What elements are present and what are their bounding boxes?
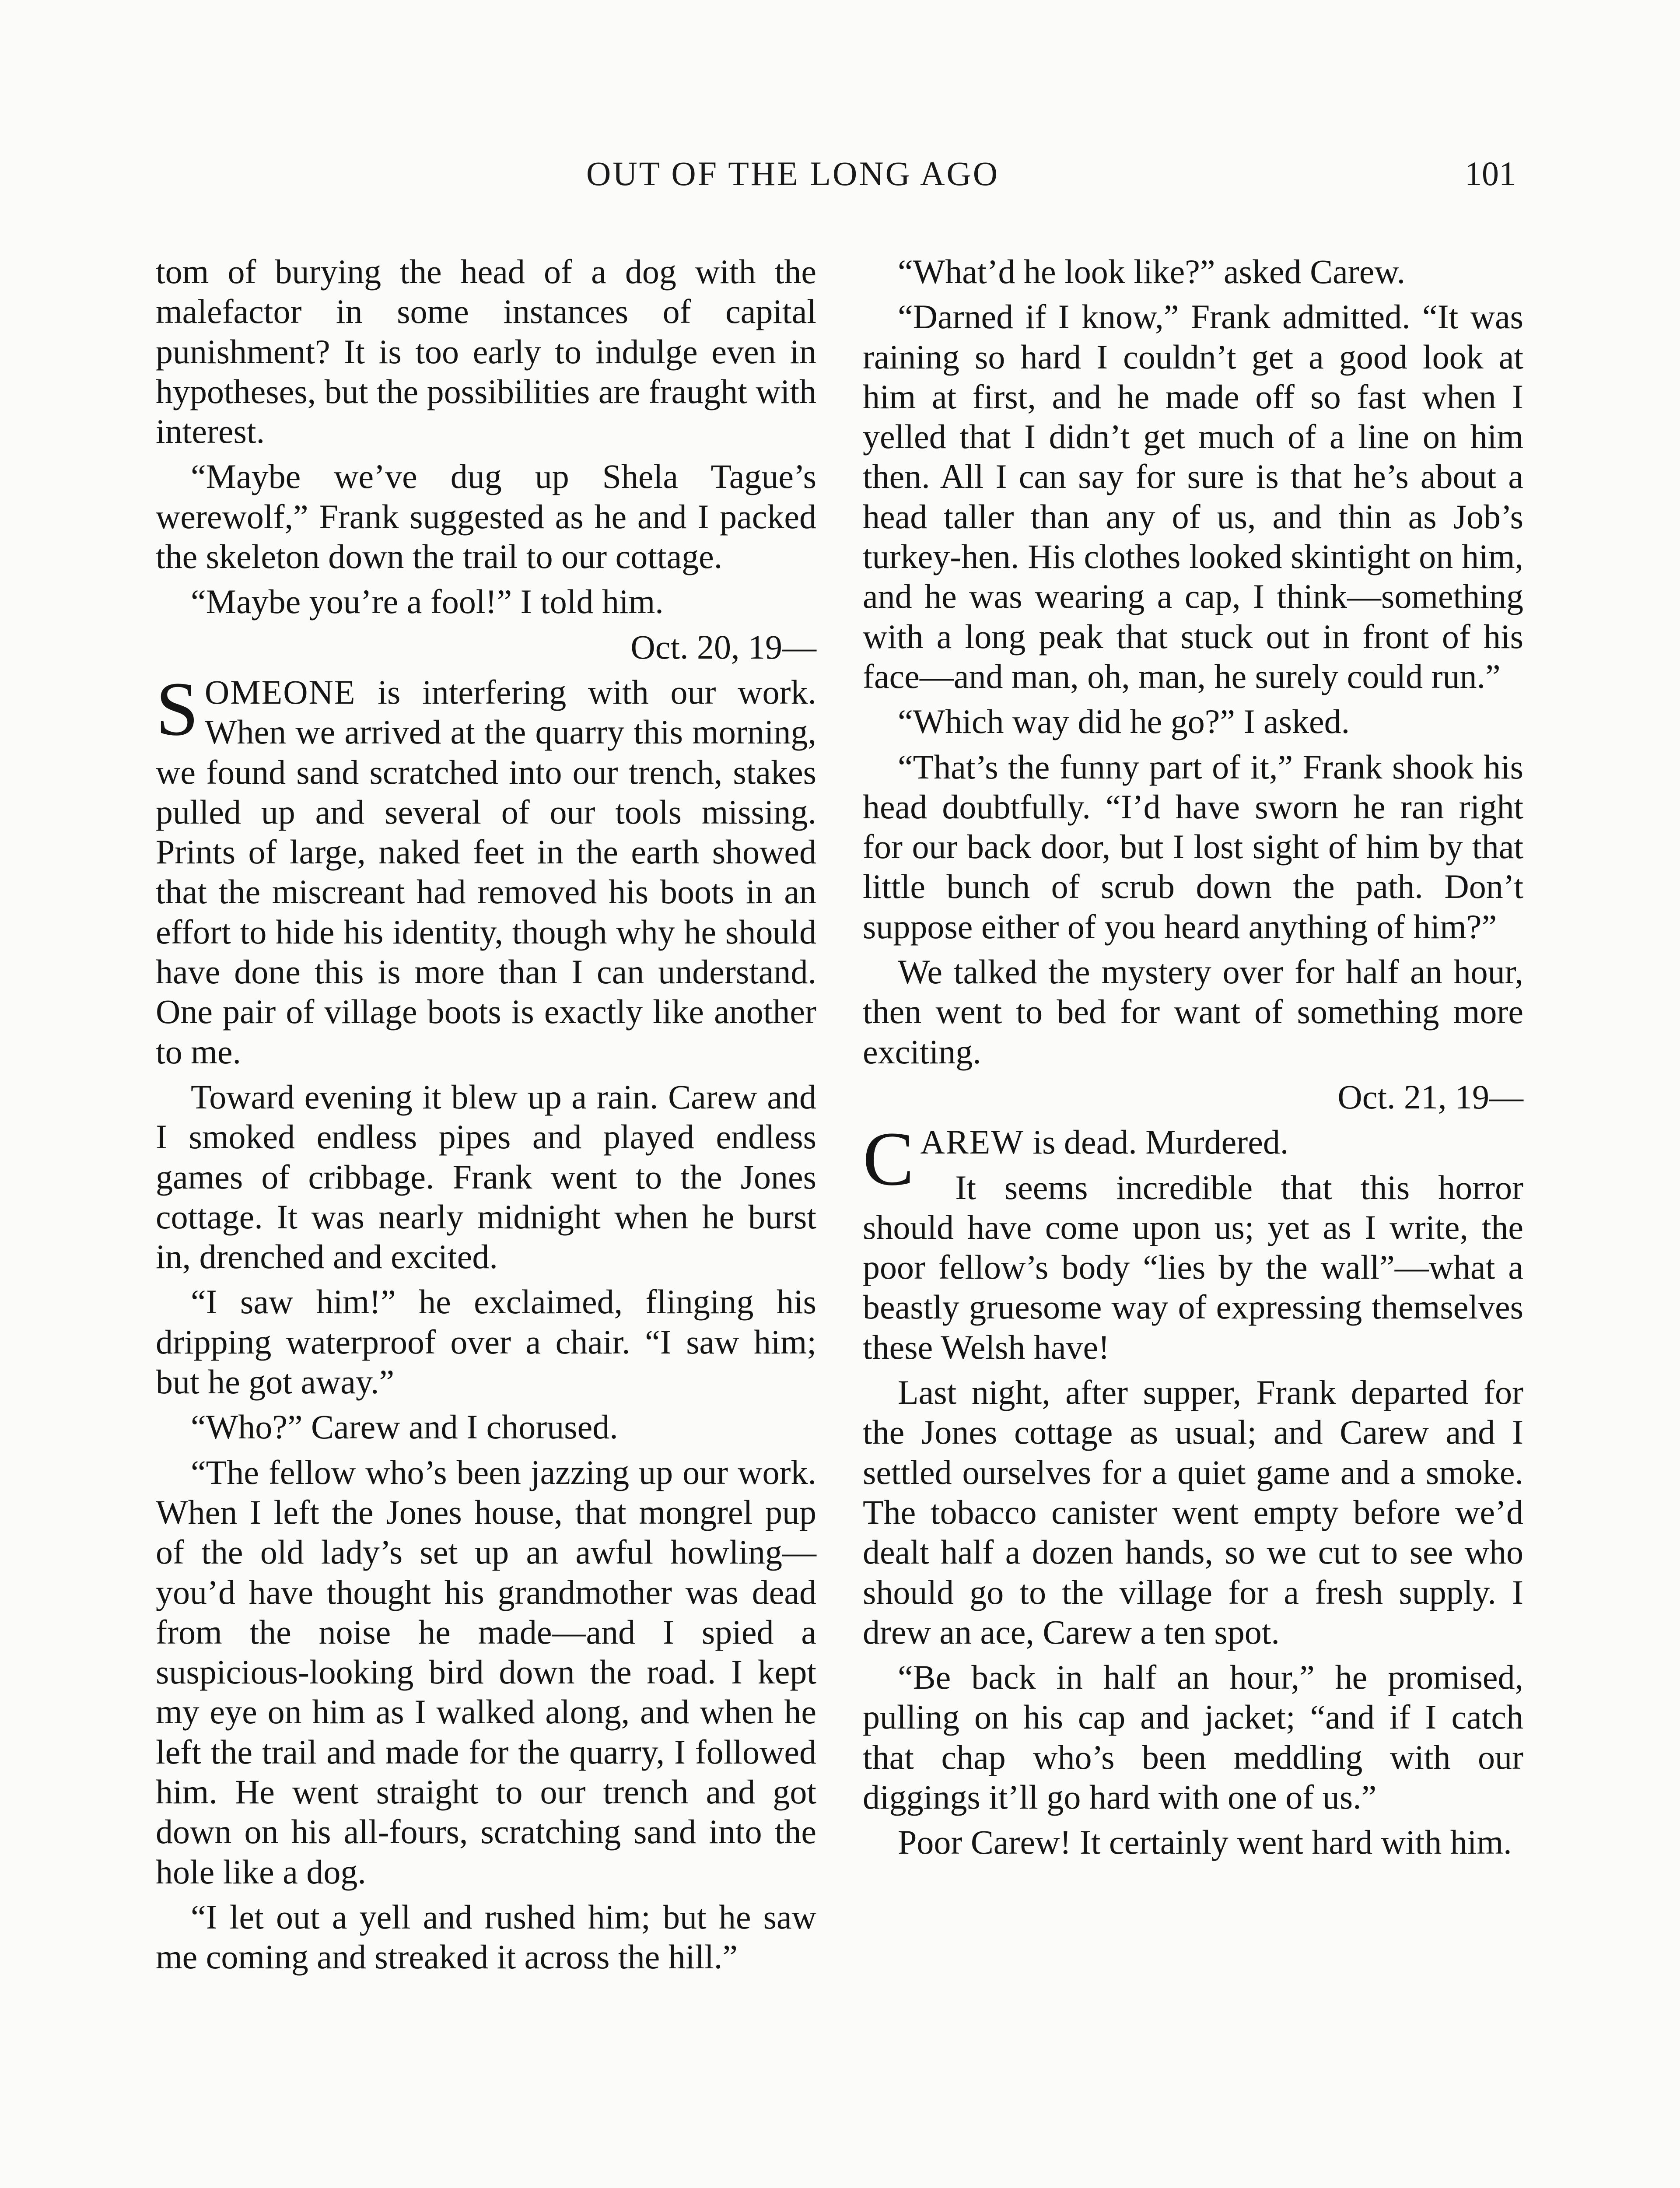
right-column (863, 252, 1523, 1868)
running-head: OUT OF THE LONG AGO (586, 154, 1000, 193)
paragraph: “I saw him!” he exclaimed, flinging his dripping waterproof over a chair. “I saw him; but he got away.” (156, 1283, 816, 1401)
diary-date: Oct. 20, 19— (630, 628, 816, 666)
paragraph: “Maybe you’re a fool!” I told him. (191, 582, 664, 621)
paragraph: “What’d he look like?” asked Carew. (898, 252, 1406, 291)
small-caps-word: OMEONE (204, 673, 356, 711)
paragraph: It seems incredible that this horror should have come upon us; yet as I write, the poor fellow’s body “lies by the wall”—what a beastly gruesome way of expressing themselves these Welsh have! (863, 1168, 1523, 1366)
paragraph: We talked the mystery over for half an hour, then went to bed for want of something more exciting. (863, 953, 1523, 1071)
paragraph: Poor Carew! It certainly went hard with him. (898, 1823, 1512, 1862)
paragraph: “Be back in half an hour,” he promised, pulling on his cap and jacket; “and if I catch that chap who’s been meddling with our diggings it’ll go hard with one of us.” (863, 1658, 1523, 1816)
small-caps-word: AREW (920, 1123, 1025, 1161)
paragraph: tom of burying the head of a dog with the malefactor in some instances of capital punishment? It is too early to indulge even in hypotheses, but the possibilities are fraught with interest. (156, 252, 816, 451)
page-number: 101 (1465, 154, 1516, 193)
paragraph: Last night, after supper, Frank departed for the Jones cottage as usual; and Carew and I settled ourselves for a quiet game and a smoke. The tobacco canister went empty before we’d dealt half a dozen hands, so we cut to see who should go to the village for a fresh supply. I drew an ace, Carew a ten spot. (863, 1373, 1523, 1651)
paragraph: “I let out a yell and rushed him; but he saw me coming and streaked it across the hill.” (156, 1897, 816, 1976)
paragraph: “Darned if I know,” Frank admitted. “It was raining so hard I couldn’t get a good look at him at first, and he made off so fast when I yelled that I didn’t get much of a line on him then. All I can say for sure is that he’s about a head taller than any of us, and thin as Job’s turkey-hen. His clothes looked skintight on him, and he was wearing a cap, I think—something with a long peak that stuck out in front of his face—and man, oh, man, he surely could run.” (863, 298, 1523, 695)
drop-cap: S (156, 666, 199, 752)
paragraph-text: is dead. Murdered. (1024, 1123, 1289, 1161)
paragraph: Toward evening it blew up a rain. Carew and I smoked endless pipes and played endless games of cribbage. Frank went to the Jones cottage. It was nearly midnight when he burst in, drenched and excited. (156, 1077, 816, 1276)
paragraph: “Who?” Carew and I chorused. (191, 1408, 618, 1446)
drop-cap: C (863, 1116, 914, 1202)
diary-date: Oct. 21, 19— (1337, 1077, 1523, 1116)
paragraph: “Which way did he go?” I asked. (898, 702, 1350, 741)
paragraph: “Maybe we’ve dug up Shela Tague’s werewolf,” Frank suggested as he and I packed the skeleton down the trail to our cottage. (156, 457, 816, 576)
paragraph-dropcap (863, 1116, 1523, 1202)
paragraph-text: is interfering with our work. When we arrived at the quarry this morning, we found sand scratched into our trench, stakes pulled up and several of our tools missing. Prints of large, naked feet in the earth showed that the miscreant had removed his boots in an effort to hide his identity, though why he should have done this is more than I can understand. One pair of village boots is exactly like another to me. (156, 673, 816, 1071)
left-column (156, 252, 816, 1982)
paragraph: “That’s the funny part of it,” Frank shook his head doubtfully. “I’d have sworn he ran right for our back door, but I lost sight of him by that little bunch of scrub down the path. Don’t suppose either of you heard anything of him?” (863, 747, 1523, 946)
paragraph-dropcap (156, 666, 816, 1072)
paragraph: “The fellow who’s been jazzing up our work. When I left the Jones house, that mongrel pup of the old lady’s set up an awful howling—you’d have thought his grandmother was dead from the noise he made—and I spied a suspicious-looking bird down the road. I kept my eye on him as I walked along, and when he left the trail and made for the quarry, I followed him. He went straight to our trench and got down on his all-fours, scratching sand into the hole like a dog. (156, 1453, 816, 1891)
